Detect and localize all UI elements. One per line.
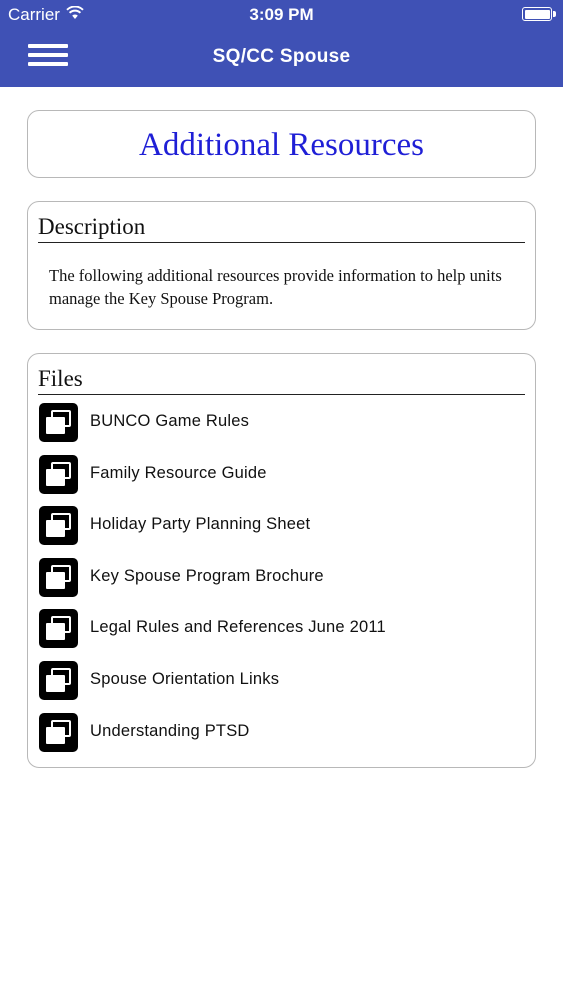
- document-stack-icon: [39, 713, 78, 752]
- file-label: Family Resource Guide: [90, 463, 267, 482]
- status-bar: [0, 0, 563, 30]
- battery-icon: [522, 7, 552, 21]
- file-item[interactable]: [39, 556, 526, 608]
- file-item[interactable]: [39, 453, 526, 505]
- page-title-card: [27, 110, 536, 178]
- file-item[interactable]: [39, 659, 526, 711]
- file-item[interactable]: [39, 607, 526, 659]
- file-label: BUNCO Game Rules: [90, 412, 250, 430]
- document-stack-icon: [39, 661, 78, 700]
- file-label: Legal Rules and References June 2011: [90, 618, 386, 637]
- files-heading: Files: [38, 366, 525, 395]
- document-stack-icon: [39, 455, 78, 494]
- description-heading: Description: [38, 214, 525, 243]
- file-item[interactable]: [39, 504, 526, 556]
- carrier-label: Carrier: [8, 5, 60, 24]
- description-text: The following additional resources provide information to help units manage the Key Spouse Program.: [49, 266, 502, 308]
- document-stack-icon: [39, 558, 78, 597]
- file-item[interactable]: [39, 401, 526, 453]
- description-card: [27, 201, 536, 330]
- file-label: Key Spouse Program Brochure: [90, 566, 324, 585]
- file-list: [39, 401, 526, 762]
- file-label: Understanding PTSD: [90, 721, 250, 740]
- file-label: Spouse Orientation Links: [90, 669, 280, 688]
- file-item[interactable]: [39, 711, 526, 763]
- page-title: Additional Resources: [138, 127, 425, 163]
- files-card: [27, 353, 536, 768]
- file-label: Holiday Party Planning Sheet: [90, 515, 311, 534]
- status-time: 3:09 PM: [249, 5, 314, 24]
- app-title: SQ/CC Spouse: [212, 46, 351, 67]
- document-stack-icon: [39, 609, 78, 648]
- app-header: [0, 0, 563, 87]
- document-stack-icon: [39, 403, 78, 442]
- document-stack-icon: [39, 506, 78, 545]
